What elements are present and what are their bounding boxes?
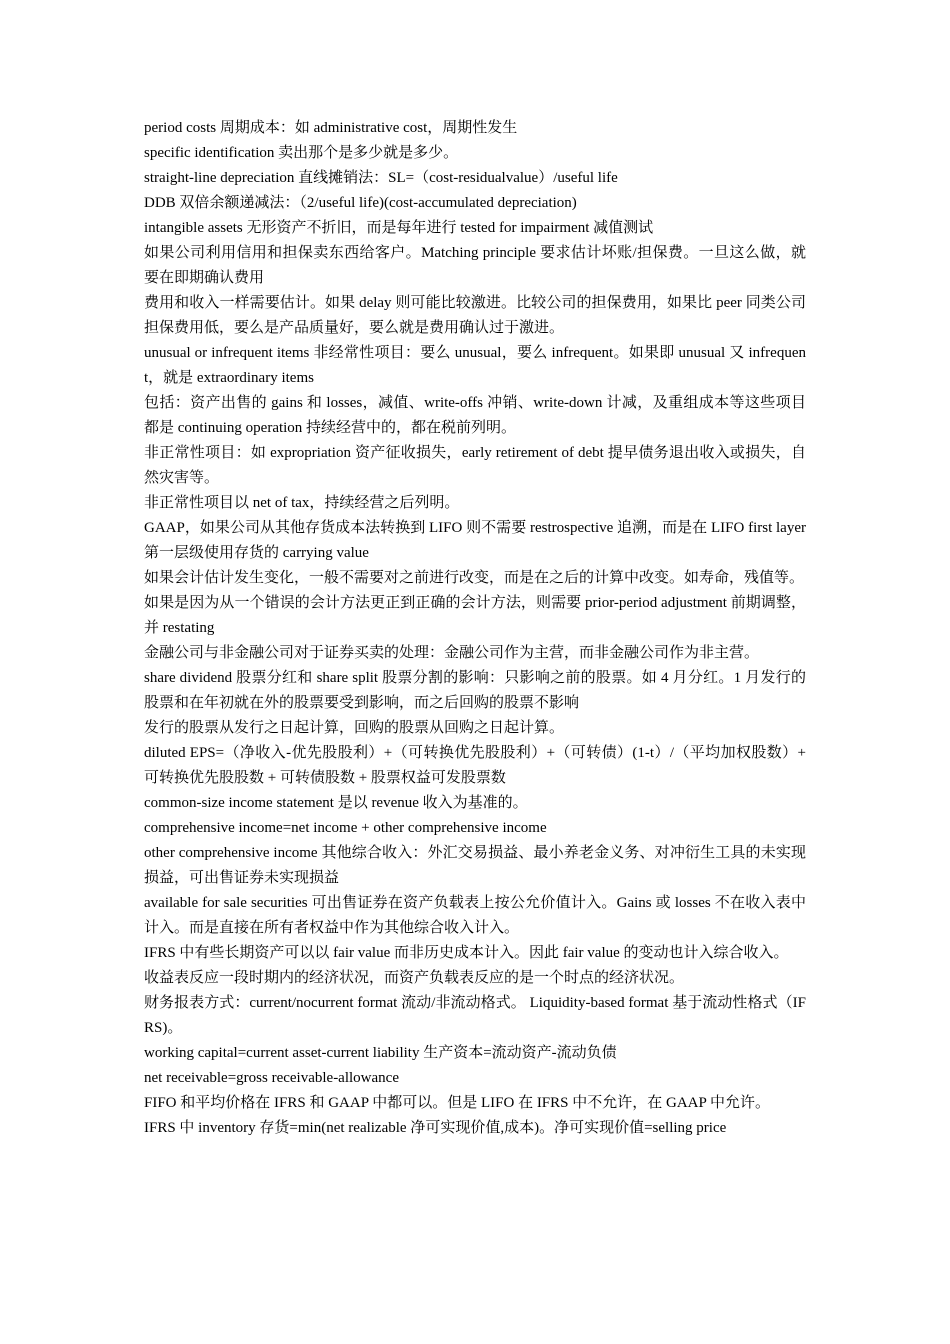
para-gaap-lifo: GAAP，如果公司从其他存货成本法转换到 LIFO 则不需要 restrospective 追溯，而是在 LIFO first layer 第一层级使用存货的 carrying value	[144, 520, 806, 561]
para-straight-line: straight-line depreciation 直线摊销法：SL=（cost-residualvalue）/useful life	[144, 170, 618, 186]
para-ifrs-inventory: IFRS 中 inventory 存货=min(net realizable 净可实现价值,成本)。净可实现价值=selling price	[144, 1120, 727, 1136]
para-matching-principle: 如果公司利用信用和担保卖东西给客户。Matching principle 要求估计坏账/担保费。一旦这么做，就要在即期确认费用	[144, 245, 806, 286]
para-issued-shares: 发行的股票从发行之日起计算，回购的股票从回购之日起计算。	[144, 720, 565, 736]
para-income-vs-balance: 收益表反应一段时期内的经济状况，而资产负载表反应的是一个时点的经济状况。	[144, 970, 685, 986]
para-period-costs: period costs 周期成本：如 administrative cost，周期性发生	[144, 120, 518, 136]
para-extraordinary-examples: 非正常性项目：如 expropriation 资产征收损失，early retirement of debt 提早债务退出收入或损失，自然灾害等。	[144, 445, 806, 486]
para-specific-identification: specific identification 卖出那个是多少就是多少。	[144, 145, 459, 161]
para-share-dividend: share dividend 股票分红和 share split 股票分割的影响：只影响之前的股票。如 4 月分红。1 月发行的股票和在年初就在外的股票要受到影响，而之后回购的股票不影响	[144, 670, 806, 711]
para-net-of-tax: 非正常性项目以 net of tax，持续经营之后列明。	[144, 495, 460, 511]
para-common-size: common-size income statement 是以 revenue 收入为基准的。	[144, 795, 528, 811]
para-fifo-lifo: FIFO 和平均价格在 IFRS 和 GAAP 中都可以。但是 LIFO 在 IFRS 中不允许，在 GAAP 中允许。	[144, 1095, 771, 1111]
para-estimate-change: 如果会计估计发生变化，一般不需要对之前进行改变，而是在之后的计算中改变。如寿命，残值等。	[144, 570, 805, 586]
para-working-capital: working capital=current asset-current liability 生产资本=流动资产-流动负债	[144, 1045, 617, 1061]
para-continuing-operation: 包括：资产出售的 gains 和 losses，减值、write-offs 冲销、write-down 计减，及重组成本等这些项目都是 continuing operation 持续经营中的，都在税前列明。	[144, 395, 806, 436]
para-prior-period: 如果是因为从一个错误的会计方法更正到正确的会计方法，则需要 prior-period adjustment 前期调整，并 restating	[144, 595, 806, 636]
para-securities: 金融公司与非金融公司对于证券买卖的处理：金融公司作为主营，而非金融公司作为非主营。	[144, 645, 760, 661]
para-net-receivable: net receivable=gross receivable-allowance	[144, 1070, 399, 1086]
para-available-for-sale: available for sale securities 可出售证券在资产负载表上按公允价值计入。Gains 或 losses 不在收入表中计入。而是直接在所有者权益中作为其他综合收入计入。	[144, 895, 806, 936]
para-expense-estimates: 费用和收入一样需要估计。如果 delay 则可能比较激进。比较公司的担保费用，如果比 peer 同类公司担保费用低，要么是产品质量好，要么就是费用确认过于激进。	[144, 295, 806, 336]
para-intangible-assets: intangible assets 无形资产不折旧，而是每年进行 tested for impairment 减值测试	[144, 220, 654, 236]
document-page	[144, 116, 806, 1141]
para-other-comprehensive: other comprehensive income 其他综合收入：外汇交易损益、最小养老金义务、对冲衍生工具的未实现损益，可出售证券未实现损益	[144, 845, 806, 886]
para-statement-format: 财务报表方式：current/nocurrent format 流动/非流动格式。 Liquidity-based format 基于流动性格式（IFRS)。	[144, 995, 806, 1036]
para-comprehensive-income: comprehensive income=net income + other comprehensive income	[144, 820, 547, 836]
para-ddb: DDB 双倍余额递减法：（2/useful life)(cost-accumulated depreciation)	[144, 195, 577, 211]
para-ifrs-fair-value: IFRS 中有些长期资产可以以 fair value 而非历史成本计入。因此 fair value 的变动也计入综合收入。	[144, 945, 789, 961]
para-diluted-eps: diluted EPS=（净收入-优先股股利）+（可转换优先股股利）+（可转债）(1-t）/（平均加权股数）+ 可转换优先股股数 + 可转债股数 + 股票权益可发股票数	[144, 745, 806, 786]
para-unusual-items: unusual or infrequent items 非经常性项目：要么 unusual，要么 infrequent。如果即 unusual 又 infrequent，就是 extraordinary items	[144, 345, 806, 386]
